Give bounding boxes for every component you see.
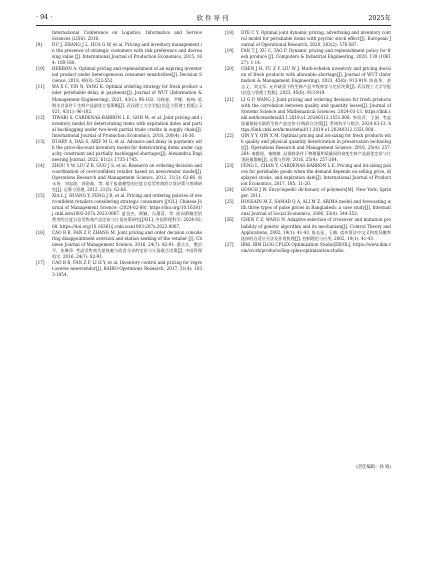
reference-number: [25] — [225, 199, 234, 205]
reference-entry — [36, 260, 202, 278]
reference-number: [26] — [225, 217, 234, 223]
reference-text: ZHOU Y W, LIU Z B, GUO J S, et al. Research on ordering decision and coordination of overconfident retailer based on newsvendor model[J]. Operations Research and Management Science, 2012, 21(3): 62-66. 周永务，刘忠波，郭金森，等. 基于报童模型的过度自信零售商的订货决策与协调研究[J]. 运筹与管理, 2012, 21(3): 62-66. — [52, 163, 202, 193]
reference-entry — [36, 42, 202, 66]
reference-number: [18] — [225, 30, 234, 35]
reference-number: [22] — [225, 132, 234, 138]
reference-text: CHEN J H, YU Z Y, LIU W J. Multi-echelon inventory and pricing decision of fresh products with allowable shortage[J]. Journal of WUT (Information & Management Engineering), 2023, 45(6): 913-919. 陈嘉华，余志义，刘文军. 允许缺货下的生鲜产品多级库存与定价决策[J]. 武汉理工大学学报(信息与管理工程版), 2023, 45(6): 913-919. — [241, 66, 391, 96]
reference-text: DUARY A, DAS S, ARIF M G, et al. Advance and delay in payments with the price-discount inventory model for deteriorating items under capacity constraint and partially backlogged shortages[J]. Alexandria Engineering Journal, 2022, 61(2): 1735-1745. — [52, 138, 202, 162]
reference-number: [27] — [225, 241, 234, 247]
reference-entry — [36, 193, 202, 229]
reference-number: [15] — [36, 193, 45, 199]
reference-number: [17] — [36, 259, 45, 265]
issue-year: 2025年 — [368, 14, 391, 22]
reference-text: GOOCH J W. Encyclopedic dictionary of polymers[M]. New York: Springer, 2011. — [241, 187, 391, 199]
reference-entry — [225, 66, 391, 96]
reference-text: TIWARI S, CÁRDENAS-BARRÓN L E, GOH M, et al. Joint pricing and inventory model for deteriorating items with expiration dates and partial backlogging under two-level partial trade credits in supply chain[J]. International Journal of Production Economics, 2018, 200(4): 16-36. — [52, 114, 202, 138]
reference-entry — [36, 66, 202, 84]
reference-entry — [36, 139, 202, 163]
reference-entry — [225, 242, 391, 254]
reference-entry — [225, 163, 391, 187]
reference-entry — [225, 187, 391, 199]
reference-entry — [225, 133, 391, 163]
reference-entry — [225, 217, 391, 241]
page-number: · 94 · — [36, 13, 53, 21]
reference-entry — [36, 163, 202, 193]
journal-title: 软件导刊 — [196, 14, 231, 22]
reference-text: FAN T J, XU C, TAO F. Dynamic pricing and replenishment policy for fresh produce [J]. Computers & Industrial Engineering, 2020, 139 (106127): 1-14. — [241, 48, 391, 66]
reference-text: XIA L J, HUANG Y, FENG J R, et al. Pricing and ordering policies of overconfident retailers considering strategic consumers [J/OL]. Chinese Journal of Management Science: (2024-02-08). https://doi.org/10.16381/j.cnki.issn1003-207x.2023.0067. 夏良杰，黄颖，冯璟蓉，等. 面向策略型消费者的过度自信零售商产品定价与订货决策研究[J/OL]. 中国管理科学: 2024-02-08. https://doi.org/10.16381/j.cnki.issn1003-207x.2023.0067. — [52, 193, 202, 229]
reference-number: [21] — [225, 96, 234, 102]
reference-number: [9] — [36, 42, 42, 48]
page-header — [36, 13, 391, 25]
reference-entry — [225, 48, 391, 66]
reference-entry — [225, 97, 391, 133]
reference-number: [23] — [225, 163, 234, 169]
reference-number: [12] — [36, 114, 45, 120]
reference-entry — [225, 199, 391, 217]
reference-text: CAO B B, FAN Z P, ZHANG M. Joint pricing and order decision considering disappointment aversion and elation seeking of the retailer [J]. Chinese Journal of Management Science, 2016, 24(7): 82-91. 曹兵兵，樊治平，张琳萍. 考虑零售商失望规避与欣喜寻求的定价与订货联合决策[J]. 中国管理科学, 2016, 24(7): 82-91. — [52, 229, 202, 259]
reference-text: QIN Y Y, QIN X M. Optimal pricing and lot-sizing for fresh products with quality and physical quantity deterioration in preservation technology[J]. Operations Research and Management Science, 2016, 25(4): 257-264. 秦毅瑶，秦晓敏. 品保鲜条件下物理量和质量同时衰变生鲜产品最优定价与订货批量策略[J]. 运筹与管理, 2016, 25(4): 257-264. — [241, 132, 391, 162]
reference-text: CHEN C Z, WANG N. Adaptive selection of crossover and mutation probability of genetic algorithm and its mechanism[J]. Control Theory and Applications, 2002, 19(1): 41-43. 陈长征，王楠. 遗传算法中交叉和变异概率选择的自适应方法及作用机理[J]. 控制理论与应用, 2002, 19(1): 41-43. — [241, 217, 391, 241]
reference-entry — [36, 115, 202, 139]
reference-number: [14] — [36, 163, 45, 169]
reference-continuation: International Conference on Logistics, Informatics and Service Sciences (LISS). 2016. — [52, 30, 202, 42]
reference-text: LI G P, WANG J. Joint pricing and ordering decision for fresh products with the correlation between quality and quantity losses[J]. Journal of Systems Science and Mathematical Sciences, 2024-03-13. https://link.cnki.net/kcms/detail/11.2019.o1.20240312.1551.008. 李贵萍，王娟. 考虑质量损耗关联的生鲜产品定价-订购联合决策[J]. 系统科学与数学, 2024-03-13. https://link.cnki.net/kcms/detail/11.2019.o1.20240312.1551.008. — [241, 96, 391, 132]
header-rule — [36, 25, 391, 26]
reference-text: CAO B B, FAN Z P, LI H Y, et al. Inventory control and pricing for regret-averse newsvendor[J]. RAIRO-Operations Research, 2017, 51(4): 1033-1054. — [52, 259, 202, 277]
reference-number: [10] — [36, 66, 45, 72]
reference-text: DU J, ZHANG J L, HUA G W, et al. Pricing and inventory management in the presence of strategic customers with risk preference and decreasing value [J]. International Journal of Production Economics, 2015, 164: 160-166. — [52, 42, 202, 66]
reference-text: FENG L, CHAN Y, CÁRDENAS-BARRÓN L E. Pricing and lot-sizing polices for perishable goods when the demand depends on selling price, displayed stocks, and expiration date[J]. International Journal of Production Economics, 2017, 185: 11-20. — [241, 163, 391, 187]
reference-number: [13] — [36, 138, 45, 144]
reference-entry — [36, 230, 202, 260]
reference-number: [20] — [225, 66, 234, 72]
reference-text: HOSSAIN M Z, SAMAD Q A, ALI M Z. ARIMA model and forecasting with three types of pulse prices in Bangladesh: a case study[J]. International Journal of Social Economics, 2006, 33(4): 344-353. — [241, 199, 391, 217]
reference-number: [19] — [225, 48, 234, 54]
editor-note: (责任编辑：孙 娟) — [356, 465, 391, 470]
reference-number: [24] — [225, 187, 234, 193]
reference-number: [16] — [36, 229, 45, 235]
reference-entry — [225, 30, 391, 48]
reference-number: [11] — [36, 84, 45, 90]
right-reference-column — [225, 30, 391, 254]
reference-text: WA X C, YIN N, YANG K. Optimal ordering strategy for fresh product under perishable delay in payments[J]. Journal of WUT (Information & Management Engineering), 2021, 43(1): 96-102. 马晓春，尹娜，杨坤. 延期支付条件下生鲜产品最优订货策略[J]. 武汉理工大学学报(信息与管理工程版), 2021, 43(1): 96-102. — [52, 84, 202, 114]
reference-text: HERBON A. Optimal pricing and replenishment of an expiring inventoried product under heterogeneous consumer sensitivities[J]. Decision Science, 2018, 49(3): 522-552. — [52, 66, 202, 84]
reference-text: DYE C Y. Optimal joint dynamic pricing, advertising and inventory control model for perishable items with psychic stock effect[J]. European Journal of Operational Research, 2020, 283(2): 576-587. — [241, 30, 391, 48]
left-reference-column — [36, 30, 202, 278]
reference-text: IBM. IBM ILOG CPLEX Optimization Studio[EB/OL]. https://www.ibm.com/cn-zh/products/ilog-cplex-optimization-studio. — [241, 241, 391, 253]
reference-entry — [36, 84, 202, 114]
